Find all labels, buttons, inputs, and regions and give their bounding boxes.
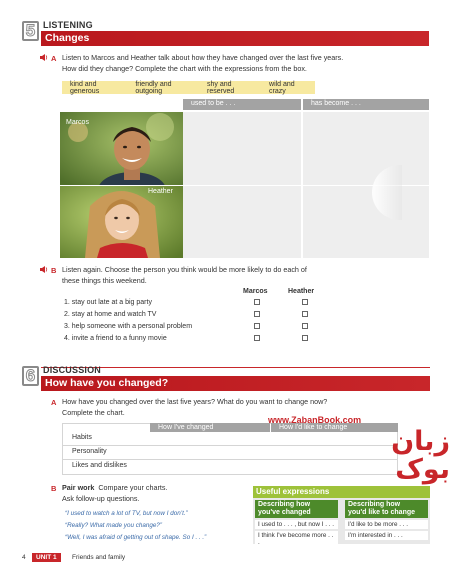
task-b-text-line1: Listen again. Choose the person you think would be more likely to do each of	[62, 265, 307, 274]
section-5-title: Changes	[41, 31, 429, 46]
word-option: kind and generous	[70, 80, 100, 95]
unit-badge: UNIT 1	[32, 553, 61, 562]
activity-item: 2. stay at home and watch TV	[64, 311, 157, 318]
watermark-url: www.ZabanBook.com	[268, 415, 362, 425]
useful-expressions-title: Useful expressions	[253, 486, 430, 498]
unit-title: Friends and family	[72, 554, 126, 561]
task-b-text-line2: Ask follow-up questions.	[62, 494, 140, 503]
checkbox-heather-4[interactable]	[302, 335, 308, 341]
photo-heather	[60, 186, 183, 258]
section-5-number: 5	[22, 21, 39, 41]
useful-expression: I'd like to be more . . .	[345, 520, 428, 529]
chart-cell-marcos-used-to-be[interactable]	[183, 112, 301, 185]
useful-col2-head-line1: Describing how	[348, 501, 401, 508]
section-5-label: LISTENING	[43, 20, 93, 30]
section-6-number: 6	[22, 366, 39, 386]
example-quote: “I used to watch a lot of TV, but now I don’t.”	[65, 510, 188, 517]
label-marcos: Marcos	[66, 119, 89, 126]
checkbox-marcos-2[interactable]	[254, 311, 260, 317]
chart-cell-heather-used-to-be[interactable]	[183, 186, 301, 258]
checkbox-marcos-4[interactable]	[254, 335, 260, 341]
word-option: wild and crazy	[269, 80, 295, 95]
task-a-text-line1: How have you changed over the last five years? What do you want to change now?	[62, 397, 328, 406]
task-b-letter: B	[51, 484, 57, 493]
useful-col-head-like-to-change	[345, 500, 428, 518]
chart-cell-heather-has-become[interactable]	[303, 186, 429, 258]
task-a-letter: A	[51, 54, 57, 63]
chart-row-label: Likes and dislikes	[72, 462, 127, 469]
page-number: 4	[22, 554, 26, 561]
task-a-text-line1: Listen to Marcos and Heather talk about how they have changed over the last five years.	[62, 53, 344, 62]
pair-work-label: Pair work	[62, 483, 95, 492]
chart-col-used-to-be: used to be . . .	[191, 100, 236, 107]
checkbox-marcos-1[interactable]	[254, 299, 260, 305]
task-a-text-line2: Complete the chart.	[62, 408, 125, 417]
checkbox-heather-2[interactable]	[302, 311, 308, 317]
chart-col-like-to-change: How I'd like to change	[279, 424, 348, 431]
activity-item: 3. help someone with a personal problem	[64, 323, 193, 330]
word-option: shy and reserved	[207, 80, 235, 95]
activity-item: 4. invite a friend to a funny movie	[64, 335, 167, 342]
section-6-label: DISCUSSION	[43, 365, 102, 375]
checkbox-marcos-3[interactable]	[254, 323, 260, 329]
chart-row-label: Habits	[72, 434, 92, 441]
section-6-title: How have you changed?	[41, 376, 430, 391]
audio-speaker-icon[interactable]	[40, 266, 48, 273]
example-quote: “Well, I was afraid of getting out of shape. So I . . .”	[65, 534, 207, 541]
useful-expression: I think I've become more . . .	[255, 531, 338, 547]
useful-col-head-changed	[255, 500, 338, 518]
task-b-text-line1	[62, 483, 167, 493]
task-b-letter: B	[51, 266, 57, 275]
chart-header-used-to-be	[183, 99, 301, 110]
task-b-text-line2: these things this weekend.	[62, 276, 147, 285]
pair-work-text: Compare your charts.	[98, 483, 168, 492]
activity-item: 1. stay out late at a big party	[64, 299, 152, 306]
chart-row-label: Personality	[72, 448, 107, 455]
watermark-logo	[341, 428, 450, 484]
chart-header-how-changed	[150, 423, 270, 432]
checkbox-heather-1[interactable]	[302, 299, 308, 305]
label-heather: Heather	[148, 188, 173, 195]
useful-expression: I'm interested in . . .	[345, 531, 428, 540]
useful-col1-head-line1: Describing how	[258, 501, 311, 508]
word-option: friendly and outgoing	[135, 80, 172, 95]
chart-header-has-become	[303, 99, 429, 110]
example-quote: “Really? What made you change?”	[65, 522, 162, 529]
task-a-letter: A	[51, 398, 57, 407]
watermark-persian-text: زبان بوک	[391, 426, 450, 485]
chart-col-has-become: has become . . .	[311, 100, 361, 107]
useful-col2-head-line2: you'd like to change	[348, 509, 416, 516]
column-marcos: Marcos	[243, 288, 268, 295]
task-a-text-line2: How did they change? Complete the chart with the expressions from the box.	[62, 64, 307, 73]
chart-col-how-changed: How I've changed	[158, 424, 214, 431]
chart-cell-marcos-has-become[interactable]	[303, 112, 429, 185]
column-heather: Heather	[288, 288, 315, 295]
useful-col1-head-line2: you've changed	[258, 509, 311, 516]
useful-expression: I used to . . . , but now I . . .	[255, 520, 338, 529]
word-box	[62, 81, 315, 94]
checkbox-heather-3[interactable]	[302, 323, 308, 329]
audio-speaker-icon[interactable]	[40, 54, 48, 61]
